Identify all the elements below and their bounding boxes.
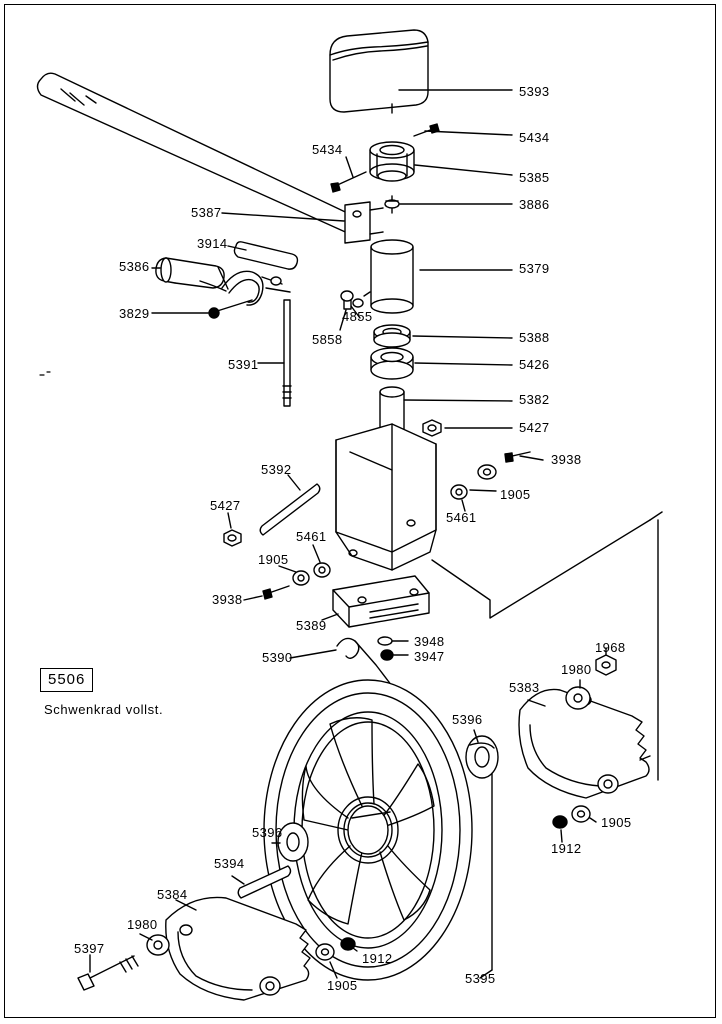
part-5396-bushing-right (466, 736, 498, 778)
label-3829: 3829 (119, 306, 150, 321)
label-1912-right: 1912 (551, 841, 582, 856)
label-1912-left: 1912 (362, 951, 393, 966)
part-5379-tube (371, 240, 413, 313)
label-5434-left: 5434 (312, 142, 343, 157)
part-lever-hook (222, 271, 290, 305)
assembly-outline-tip (650, 512, 662, 520)
part-5393-cover (330, 30, 428, 113)
part-4855-5858 (341, 291, 370, 309)
leader-3938-left (244, 596, 262, 600)
label-5426: 5426 (519, 357, 550, 372)
label-5427-right: 5427 (519, 420, 550, 435)
part-5391-pin (283, 300, 291, 406)
label-1968: 1968 (595, 640, 626, 655)
label-5383: 5383 (509, 680, 540, 695)
label-3947: 3947 (414, 649, 445, 664)
leader-5394 (232, 876, 244, 884)
leader-5426 (415, 363, 512, 365)
label-1980-left: 1980 (127, 917, 158, 932)
part-3886-bolt (385, 196, 399, 213)
label-5394: 5394 (214, 856, 245, 871)
label-5388: 5388 (519, 330, 550, 345)
part-5388-ring (374, 325, 410, 347)
label-5384: 5384 (157, 887, 188, 902)
leader-5388 (413, 336, 512, 338)
part-3914-bar (234, 242, 297, 269)
leader-5382 (404, 400, 512, 401)
label-3914: 3914 (197, 236, 228, 251)
label-1905-left: 1905 (258, 552, 289, 567)
label-5379: 5379 (519, 261, 550, 276)
label-5434-right: 5434 (519, 130, 550, 145)
label-5395: 5395 (465, 971, 496, 986)
part-5387-bracket (345, 202, 383, 243)
leader-5390 (290, 650, 336, 658)
leader-3938-right (520, 456, 543, 460)
label-1980-right: 1980 (561, 662, 592, 677)
part-5389-plate (333, 576, 429, 627)
leader-1980-left (140, 934, 152, 940)
label-3938-right: 3938 (551, 452, 582, 467)
label-1905-bottom-right: 1905 (601, 815, 632, 830)
leader-5434-right (425, 131, 512, 135)
label-3886: 3886 (519, 197, 550, 212)
label-1905-bottom-left: 1905 (327, 978, 358, 993)
leader-5392 (288, 475, 300, 490)
label-5396-left: 5396 (252, 825, 283, 840)
label-5392: 5392 (261, 462, 292, 477)
leader-5461-left (313, 545, 320, 562)
part-5427-nut-right (423, 420, 441, 436)
label-5391: 5391 (228, 357, 259, 372)
part-5427-nut-left (224, 530, 241, 546)
label-5387: 5387 (191, 205, 222, 220)
label-1905-right: 1905 (500, 487, 531, 502)
label-3948: 3948 (414, 634, 445, 649)
label-5461-right: 5461 (446, 510, 477, 525)
leader-5427-left (228, 513, 231, 528)
label-4855: 4855 (342, 309, 373, 324)
leader-1905-right (470, 490, 496, 491)
fasteners-3948-3947 (378, 637, 393, 660)
label-5385: 5385 (519, 170, 550, 185)
label-5858: 5858 (312, 332, 343, 347)
label-5427-left: 5427 (210, 498, 241, 513)
fasteners-left (263, 563, 330, 599)
label-5397: 5397 (74, 941, 105, 956)
label-5386: 5386 (119, 259, 150, 274)
label-3938-left: 3938 (212, 592, 243, 607)
assembly-caption: Schwenkrad vollst. (44, 702, 164, 717)
label-5461-left: 5461 (296, 529, 327, 544)
leader-5434-left (346, 157, 353, 177)
part-5386-cylinder (156, 258, 228, 291)
leader-5385 (415, 165, 512, 175)
label-5390: 5390 (262, 650, 293, 665)
assembly-outline-right (432, 520, 650, 618)
part-5434-pin-left (331, 172, 366, 192)
part-5426-bearing (371, 348, 413, 379)
fasteners-bottom-right (553, 806, 590, 828)
part-3829-screw (209, 300, 252, 318)
part-5434-pin-right (414, 124, 439, 136)
leader-1905-bottom-right (590, 818, 596, 822)
part-fork-yoke (336, 424, 436, 570)
part-5385-collar (370, 142, 414, 181)
label-5393: 5393 (519, 84, 550, 99)
label-5396-right: 5396 (452, 712, 483, 727)
part-5392-rod (260, 484, 320, 535)
label-5389: 5389 (296, 618, 327, 633)
label-5382: 5382 (519, 392, 550, 407)
assembly-group-number: 5506 (40, 668, 93, 692)
